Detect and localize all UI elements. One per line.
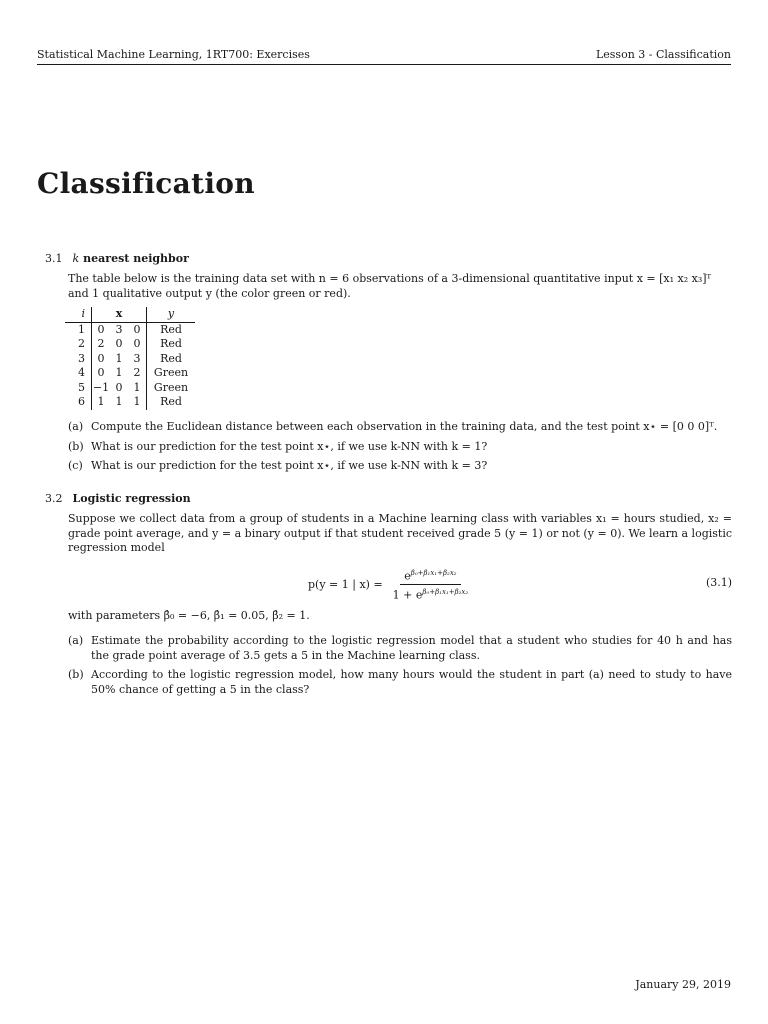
cell-y: Red [147,395,196,410]
cell-x1: 1 [97,395,105,408]
numerator-exponent: β₀+β₁x₁+β₂x₂ [410,569,457,577]
equation-lhs: p(y = 1 | x) = [308,577,383,591]
section-title: nearest neighbor [83,252,189,265]
cell-x2: 1 [115,395,123,408]
cell-x3: 0 [133,337,141,350]
cell-x3: 3 [133,351,141,365]
equation-fraction [389,566,473,602]
question-label: (a) [68,634,84,647]
equation-numerator [400,566,460,585]
section-intro-logistic: Suppose we collect data from a group of students in a Machine learning class with variables x₁ = hours studied, x₂ = grade point average, and y = a binary output if that student received grade 5 (y = 1) or not (y = 0). We learn a logistic regression model [68,512,732,554]
cell-x3: 2 [133,366,141,379]
question-3-1-b [68,440,732,455]
cell-i: 1 [65,322,92,337]
numerator-base: e [404,569,411,583]
section-heading-knn [45,252,189,265]
section-number: 3.2 [45,492,63,505]
intro-line-2: and 1 qualitative output y (the color green or red). [68,286,351,300]
cell-x2: 0 [115,337,123,350]
section-number: 3.1 [45,252,63,265]
section-heading-logistic [45,492,191,505]
col-header-x: x [92,307,147,322]
question-text: According to the logistic regression model, how many hours would the student in part (a) need to study to have 50% chance of getting a 5 in the class? [91,668,732,696]
logistic-equation [308,566,472,602]
cell-x1: 0 [97,351,105,365]
table-row [65,337,195,352]
equation-denominator [389,585,473,603]
cell-i: 6 [65,395,92,410]
section-intro-knn [68,272,732,301]
table-row [65,381,195,396]
question-3-1-a [68,420,732,435]
question-text: Estimate the probability according to the logistic regression model that a student who studies for 40 h and has the grade point average of 3.5 gets a 5 in the Machine learning class. [91,634,732,662]
footer-date: January 29, 2019 [635,978,731,991]
col-header-i: i [65,307,92,322]
cell-x2: 1 [115,351,123,365]
question-text: What is our prediction for the test point x⋆, if we use k-NN with k = 3? [91,459,488,472]
section-variable: k [72,252,80,265]
cell-x2: 1 [115,366,123,379]
question-3-2-b [68,668,732,697]
cell-x3: 1 [133,395,141,408]
question-text: What is our prediction for the test point x⋆, if we use k-NN with k = 1? [91,440,488,453]
question-label: (b) [68,440,84,453]
question-3-2-a [68,634,732,663]
table-row [65,322,195,337]
denominator-prefix: 1 + e [392,588,423,602]
denominator-exponent: β₀+β₁x₁+β₂x₂ [422,587,469,596]
cell-x1: 0 [97,366,105,379]
cell-i: 2 [65,337,92,352]
cell-y: Green [147,381,196,396]
question-label: (c) [68,459,83,472]
question-label: (b) [68,668,84,681]
cell-i: 3 [65,352,92,367]
question-text: Compute the Euclidean distance between each observation in the training data, and the test point x⋆ = [0 0 0]ᵀ. [91,420,718,433]
running-header [37,46,731,65]
intro-line-1: The table below is the training data set with n = 6 observations of a 3-dimensional quantitative input x = [x₁ x₂ x₃]ᵀ [68,272,712,285]
question-label: (a) [68,420,84,433]
table-row [65,395,195,410]
training-data-table [65,307,195,410]
cell-x1: −1 [92,380,110,394]
cell-y: Red [147,352,196,367]
equation-number: (3.1) [706,576,733,589]
page-title: Classification [37,167,255,200]
cell-y: Red [147,337,196,352]
parameters-line: with parameters β̂₀ = −6, β̂₁ = 0.05, β̂₂ = 1. [68,609,310,622]
header-lesson-title: Lesson 3 - Classification [595,48,731,61]
section-title: Logistic regression [72,492,191,505]
cell-x2: 3 [115,322,123,336]
table-row [65,352,195,367]
question-3-1-c [68,459,732,474]
cell-x3: 0 [133,322,141,336]
col-header-y: y [147,307,196,322]
cell-y: Green [147,366,196,381]
cell-x1: 0 [97,322,105,336]
table-row [65,366,195,381]
cell-i: 5 [65,381,92,396]
cell-x2: 0 [115,380,123,394]
cell-x3: 1 [133,380,141,394]
cell-i: 4 [65,366,92,381]
cell-x1: 2 [97,337,105,350]
header-course-title: Statistical Machine Learning, 1RT700: Exercises [37,48,310,61]
cell-y: Red [147,322,196,337]
